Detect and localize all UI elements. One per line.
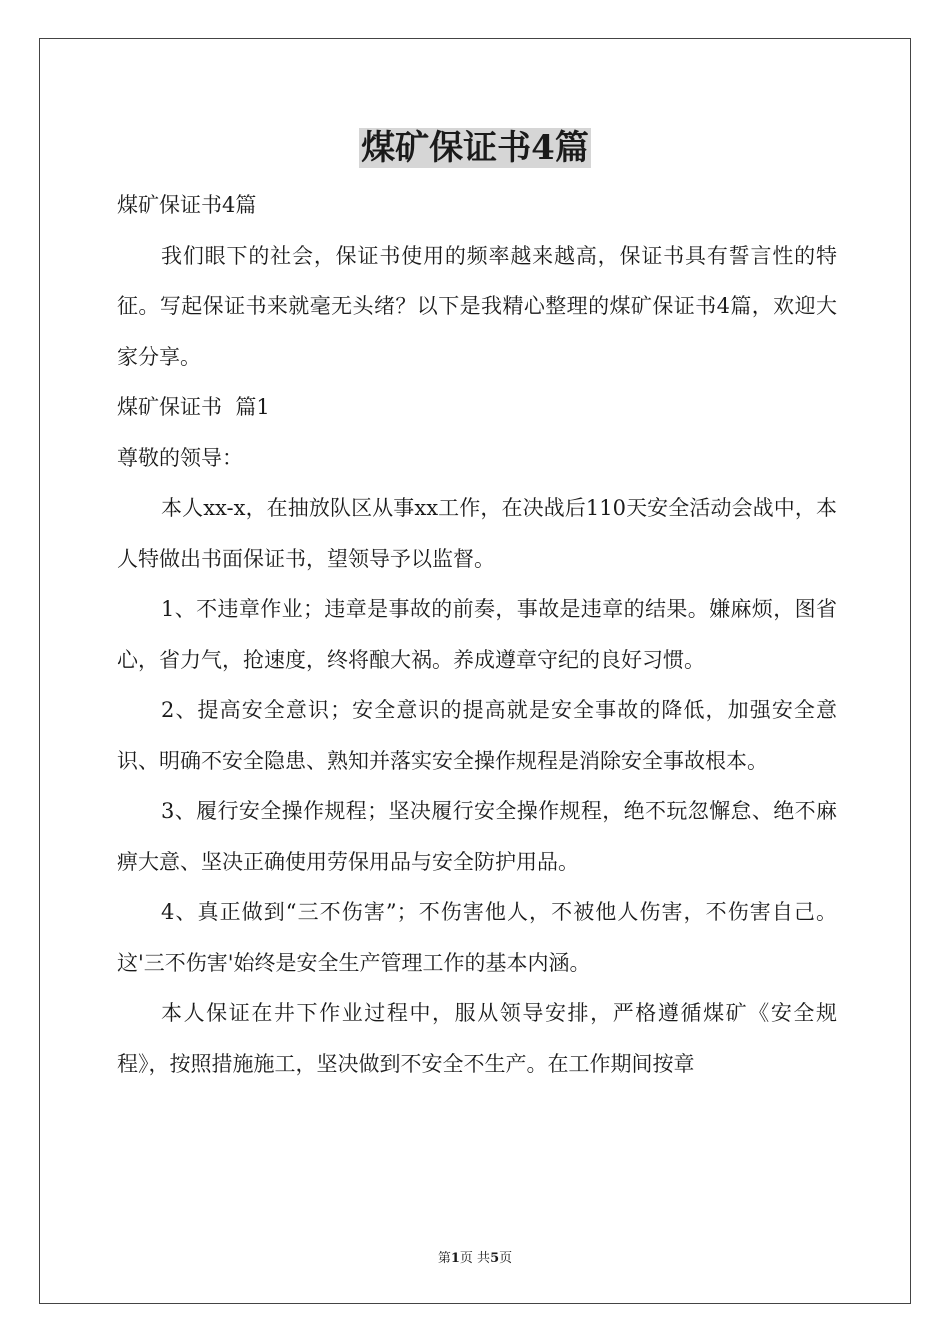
paragraph-statement: 本人xx-x，在抽放队区从事xx工作，在决战后110天安全活动会战中，本人特做出书面保证书，望领导予以监督。 bbox=[117, 496, 837, 571]
paragraph-item-4: 4、真正做到“三不伤害”；不伤害他人，不被他人伤害，不伤害自己。这'三不伤害'始终是安全生产管理工作的基本内涵。 bbox=[117, 900, 837, 975]
paragraph-item-2: 2、提高安全意识；安全意识的提高就是安全事故的降低，加强安全意识、明确不安全隐患、熟知并落实安全操作规程是消除安全事故根本。 bbox=[117, 698, 837, 773]
footer-prefix: 第 bbox=[437, 1251, 451, 1266]
paragraph-intro: 我们眼下的社会，保证书使用的频率越来越高，保证书具有誓言性的特征。写起保证书来就毫无头绪？以下是我精心整理的煤矿保证书4篇，欢迎大家分享。 bbox=[117, 243, 837, 369]
document-title bbox=[0, 126, 950, 170]
document-body bbox=[117, 180, 837, 1089]
footer-mid: 页 共 bbox=[459, 1251, 491, 1266]
paragraph-section-heading: 煤矿保证书 篇1 bbox=[117, 395, 270, 419]
page-footer bbox=[0, 1250, 950, 1268]
paragraph-item-1: 1、不违章作业；违章是事故的前奏，事故是违章的结果。嫌麻烦，图省心，省力气，抢速度，终将酿大祸。养成遵章守纪的良好习惯。 bbox=[117, 597, 837, 672]
footer-total-pages: 5 bbox=[490, 1251, 500, 1266]
paragraph-salutation: 尊敬的领导： bbox=[117, 445, 243, 470]
paragraph-subtitle: 煤矿保证书4篇 bbox=[117, 193, 257, 217]
paragraph-item-3: 3、履行安全操作规程；坚决履行安全操作规程，绝不玩忽懈怠、绝不麻痹大意、坚决正确使用劳保用品与安全防护用品。 bbox=[117, 799, 837, 874]
footer-suffix: 页 bbox=[499, 1251, 513, 1266]
paragraph-pledge: 本人保证在井下作业过程中，服从领导安排，严格遵循煤矿《安全规程》，按照措施施工，坚决做到不安全不生产。在工作期间按章 bbox=[117, 1001, 837, 1076]
document-title-text: 煤矿保证书4篇 bbox=[361, 128, 589, 168]
footer-current-page: 1 bbox=[450, 1251, 460, 1266]
